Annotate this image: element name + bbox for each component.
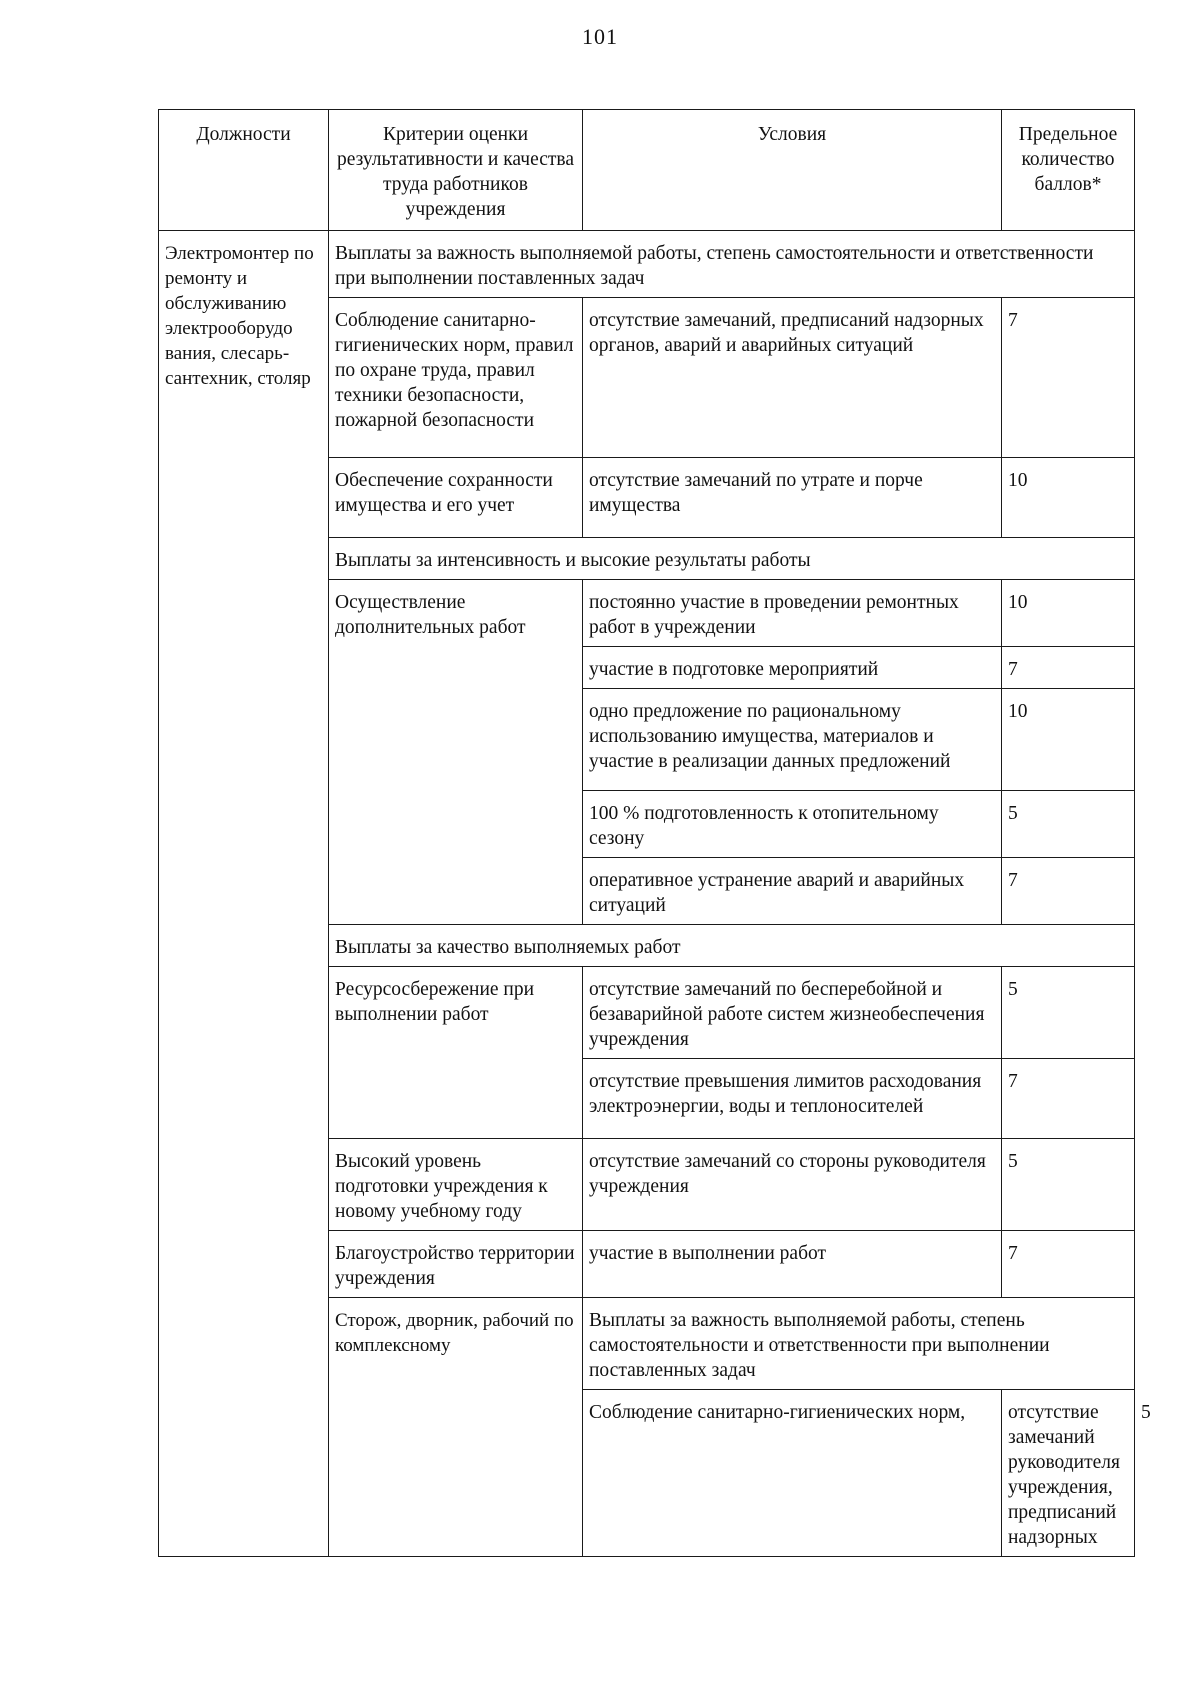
condition-resource-1: отсутствие замечаний по бесперебойной и безаварийной работе систем жизнеобеспечения учреждения — [583, 967, 1002, 1059]
criterion-landscaping: Благоустройство территории учреждения — [329, 1231, 583, 1298]
points-additional-5: 7 — [1002, 858, 1135, 925]
criterion-sanitary: Соблюдение санитарно-гигиенических норм, правил по охране труда, правил техники безопасности, пожарной безопасности — [329, 298, 583, 458]
criterion-resource: Ресурсосбережение при выполнении работ — [329, 967, 583, 1139]
header-conditions: Условия — [583, 110, 1002, 231]
header-criteria: Критерии оценки результативности и качества труда работников учреждения — [329, 110, 583, 231]
points-readiness: 5 — [1002, 1139, 1135, 1231]
table-header-row — [159, 110, 1135, 231]
condition-sanitary: отсутствие замечаний, предписаний надзорных органов, аварий и аварийных ситуаций — [583, 298, 1002, 458]
points-resource-1: 5 — [1002, 967, 1135, 1059]
section-importance: Выплаты за важность выполняемой работы, степень самостоятельности и ответственности при выполнении поставленных задач — [329, 231, 1135, 298]
condition-additional-5: оперативное устранение аварий и аварийных ситуаций — [583, 858, 1002, 925]
condition-additional-3: одно предложение по рациональному использованию имущества, материалов и участие в реализации данных предложений — [583, 689, 1002, 791]
page-number: 101 — [582, 24, 618, 49]
points-landscaping: 7 — [1002, 1231, 1135, 1298]
points-additional-4: 5 — [1002, 791, 1135, 858]
points-resource-2: 7 — [1002, 1059, 1135, 1139]
section-intensity: Выплаты за интенсивность и высокие результаты работы — [329, 538, 1135, 580]
points-sanitary: 7 — [1002, 298, 1135, 458]
header-positions: Должности — [159, 110, 329, 231]
condition-additional-2: участие в подготовке мероприятий — [583, 647, 1002, 689]
points-additional-3: 10 — [1002, 689, 1135, 791]
section-quality: Выплаты за качество выполняемых работ — [329, 925, 1135, 967]
condition-property: отсутствие замечаний по утрате и порче имущества — [583, 458, 1002, 538]
condition-additional-1: постоянно участие в проведении ремонтных работ в учреждении — [583, 580, 1002, 647]
table-row — [159, 231, 1135, 298]
condition-sanitary-2: отсутствие замечаний руководителя учреждения, предписаний надзорных — [1002, 1390, 1135, 1557]
position-cell-electrician: Электромонтер по ремонту и обслуживанию электрооборудо вания, слесарь-сантехник, столяр — [159, 231, 329, 1557]
criterion-readiness: Высокий уровень подготовки учреждения к новому учебному году — [329, 1139, 583, 1231]
criteria-table — [158, 109, 1151, 1557]
condition-landscaping: участие в выполнении работ — [583, 1231, 1002, 1298]
position-cell-watchman: Сторож, дворник, рабочий по комплексному — [329, 1298, 583, 1557]
condition-readiness: отсутствие замечаний со стороны руководителя учреждения — [583, 1139, 1002, 1231]
points-property: 10 — [1002, 458, 1135, 538]
points-additional-2: 7 — [1002, 647, 1135, 689]
points-additional-1: 10 — [1002, 580, 1135, 647]
table-row: Соблюдение санитарно-гигиенических норм, отсутствие замечаний руководителя учреждения, предписаний надзорных 5 — [159, 1390, 1135, 1557]
condition-resource-2: отсутствие превышения лимитов расходования электроэнергии, воды и теплоносителей — [583, 1059, 1002, 1139]
criterion-additional: Осуществление дополнительных работ — [329, 580, 583, 925]
criterion-sanitary-2: Соблюдение санитарно-гигиенических норм, — [583, 1390, 1002, 1557]
header-max-points: Предельное количество баллов* — [1002, 110, 1135, 231]
condition-additional-4: 100 % подготовленность к отопительному сезону — [583, 791, 1002, 858]
section-importance-2: Выплаты за важность выполняемой работы, степень самостоятельности и ответственности при выполнении поставленных задач — [583, 1298, 1135, 1390]
criterion-property: Обеспечение сохранности имущества и его учет — [329, 458, 583, 538]
